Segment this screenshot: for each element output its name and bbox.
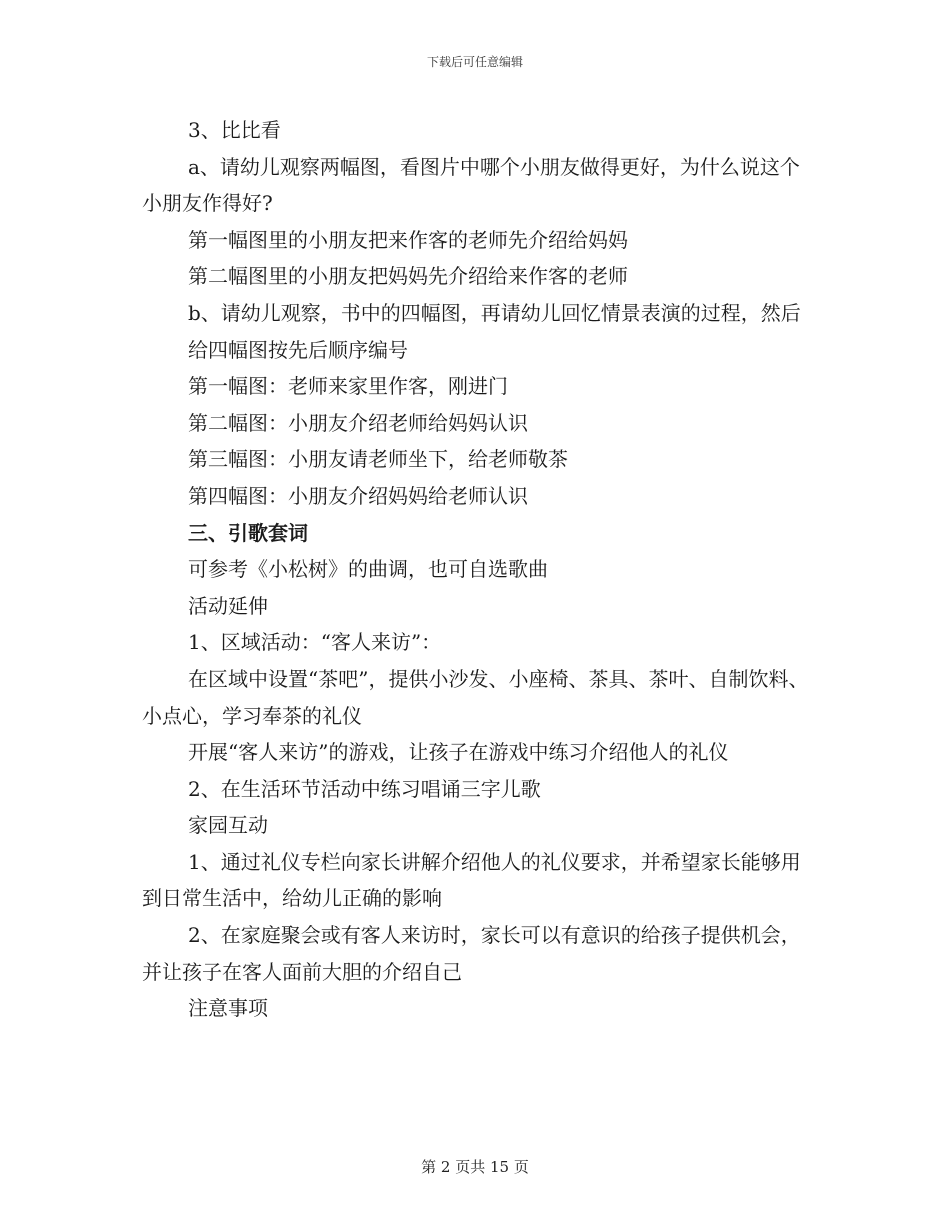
paragraph: 第四幅图：小朋友介绍妈妈给老师认识 bbox=[188, 483, 528, 508]
paragraph: 第一幅图：老师来家里作客，刚进门 bbox=[188, 374, 508, 399]
paragraph: 2、在家庭聚会或有客人来访时，家长可以有意识的给孩子提供机会，并让孩子在客人面前大胆的介绍自己 bbox=[142, 923, 801, 984]
paragraph: 第一幅图里的小朋友把来作客的老师先介绍给妈妈 bbox=[188, 227, 628, 252]
page-header: 下载后可任意编辑 bbox=[426, 55, 523, 69]
paragraph: 第二幅图：小朋友介绍老师给妈妈认识 bbox=[188, 410, 528, 435]
paragraph: 1、区域活动：“客人来访”： bbox=[188, 630, 442, 655]
section-heading: 三、引歌套词 bbox=[188, 520, 308, 545]
paragraph: 家园互动 bbox=[188, 813, 268, 838]
paragraph: 2、在生活环节活动中练习唱诵三字儿歌 bbox=[188, 776, 541, 801]
paragraph: 1、通过礼仪专栏向家长讲解介绍他人的礼仪要求，并希望家长能够用到日常生活中，给幼儿正确的影响 bbox=[142, 849, 801, 911]
paragraph: 活动延伸 bbox=[188, 593, 268, 618]
paragraph: 第三幅图：小朋友请老师坐下，给老师敬茶 bbox=[188, 447, 568, 472]
paragraph: a、请幼儿观察两幅图，看图片中哪个小朋友做得更好，为什么说这个小朋友作得好? bbox=[142, 154, 800, 216]
paragraph: 3、比比看 bbox=[188, 118, 281, 142]
page-footer: 第 2 页共 15 页 bbox=[421, 1158, 529, 1176]
paragraph: 给四幅图按先后顺序编号 bbox=[188, 337, 408, 362]
document-body bbox=[142, 112, 812, 1027]
paragraph: 在区域中设置“茶吧”，提供小沙发、小座椅、茶具、茶叶、自制饮料、小点心，学习奉茶的礼仪 bbox=[142, 666, 809, 728]
paragraph: 第二幅图里的小朋友把妈妈先介绍给来作客的老师 bbox=[188, 264, 628, 289]
paragraph: 可参考《小松树》的曲调，也可自选歌曲 bbox=[188, 557, 548, 582]
paragraph: 注意事项 bbox=[188, 996, 268, 1021]
paragraph: b、请幼儿观察，书中的四幅图，再请幼儿回忆情景表演的过程，然后 bbox=[188, 300, 801, 325]
paragraph: 开展“客人来访”的游戏，让孩子在游戏中练习介绍他人的礼仪 bbox=[188, 740, 729, 765]
